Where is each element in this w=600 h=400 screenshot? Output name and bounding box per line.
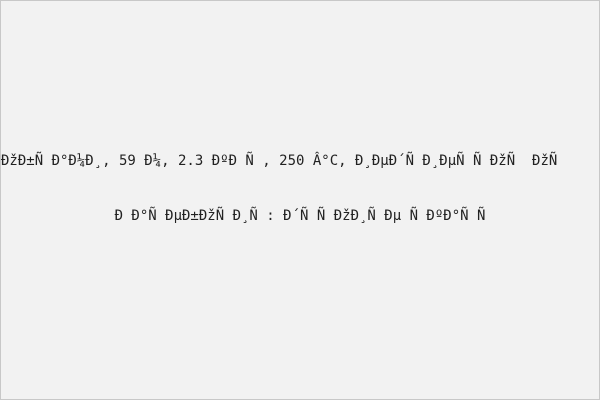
garbled-text-line-2: Ð Ð°Ñ ÐµÐ±ÐžÑ Ð¸Ñ : Ð´Ñ Ñ ÐžÐ¸Ñ Ðµ Ñ ÐºÐ°Ñ Ñ xyxy=(114,208,486,224)
garbled-text-line-1: ÐžÐ±Ñ Ð°Ð¼Ð¸, 59 Ð¼, 2.3 ÐºÐ Ñ , 250 Â°C, Ð¸ÐµÐ´Ñ Ð¸ÐµÑ Ñ ÐžÑ ÐžÑ xyxy=(1,153,558,169)
